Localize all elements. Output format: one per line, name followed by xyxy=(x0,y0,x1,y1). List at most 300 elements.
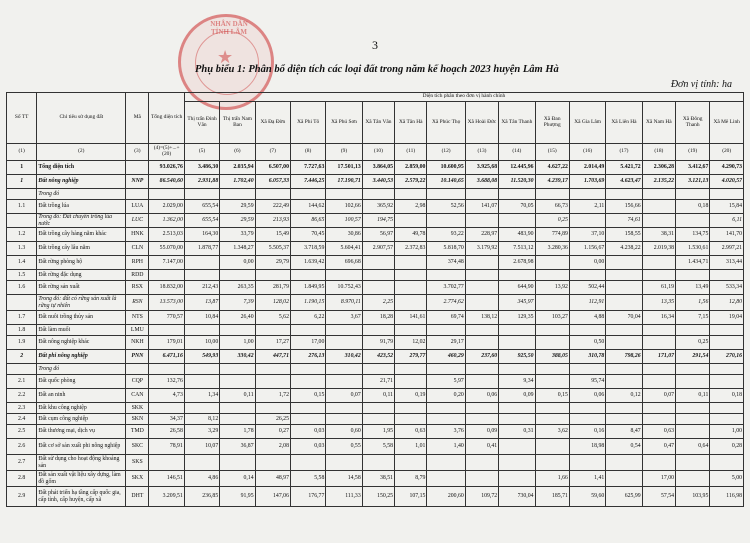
cell-value xyxy=(255,375,290,389)
cell-indicator: Đất rừng đặc dụng xyxy=(37,270,126,281)
cell-stt: 2.2 xyxy=(7,389,37,403)
cell-value xyxy=(535,455,569,471)
cell-value xyxy=(676,375,710,389)
cell-value xyxy=(606,281,642,295)
cell-value: 6.471,16 xyxy=(149,350,184,364)
cell-value xyxy=(395,295,427,311)
cell-value: 0,11 xyxy=(362,389,394,403)
cell-value: 146,51 xyxy=(149,471,184,487)
cell-value: 112,91 xyxy=(569,295,605,311)
header-unit: Xã Nam Hà xyxy=(642,102,675,144)
cell-value: 13,92 xyxy=(535,281,569,295)
cell-value: 52,56 xyxy=(427,200,465,214)
cell-stt: 2.6 xyxy=(7,439,37,455)
header-index: (19) xyxy=(676,144,710,161)
cell-value: 26,40 xyxy=(220,311,255,325)
cell-value: 2.774,62 xyxy=(427,295,465,311)
cell-value xyxy=(427,364,465,375)
cell-value: 655,54 xyxy=(184,214,219,228)
cell-value: 10,84 xyxy=(184,311,219,325)
cell-value xyxy=(535,375,569,389)
cell-value xyxy=(326,270,362,281)
header-unit: Thị trấn Đinh Văn xyxy=(184,102,219,144)
cell-value: 150,25 xyxy=(362,487,394,507)
table-row xyxy=(7,439,744,455)
cell-value xyxy=(290,270,325,281)
cell-value: 10.140,65 xyxy=(427,175,465,189)
cell-value: 533,34 xyxy=(710,281,744,295)
cell-value: 1.156,67 xyxy=(569,242,605,256)
cell-value: 798,26 xyxy=(606,350,642,364)
cell-value xyxy=(676,403,710,414)
cell-stt: 2.5 xyxy=(7,425,37,439)
cell-value: 236,85 xyxy=(184,487,219,507)
cell-value: 0,15 xyxy=(535,389,569,403)
table-row xyxy=(7,256,744,270)
cell-value: 38,51 xyxy=(362,471,394,487)
cell-code: CQP xyxy=(126,375,149,389)
cell-value: 8,47 xyxy=(606,425,642,439)
cell-value: 4.627,22 xyxy=(535,161,569,175)
cell-value xyxy=(642,270,675,281)
cell-value: 17,00 xyxy=(290,336,325,350)
cell-value: 279,77 xyxy=(395,350,427,364)
cell-value xyxy=(535,403,569,414)
table-row xyxy=(7,189,744,200)
cell-value: 228,97 xyxy=(465,228,498,242)
cell-value xyxy=(569,270,605,281)
cell-stt xyxy=(7,295,37,311)
cell-value: 55.070,00 xyxy=(149,242,184,256)
cell-value: 21,71 xyxy=(362,375,394,389)
cell-code: SKK xyxy=(126,403,149,414)
cell-value: 5.604,41 xyxy=(326,242,362,256)
cell-value xyxy=(499,364,535,375)
cell-value xyxy=(710,375,744,389)
cell-value: 213,93 xyxy=(255,214,290,228)
table-row xyxy=(7,350,744,364)
cell-indicator: Đất phát triển hạ tầng cấp quốc gia, cấp tỉnh, cấp huyện, cấp xã xyxy=(37,487,126,507)
cell-value: 212,43 xyxy=(184,281,219,295)
cell-value: 625,99 xyxy=(606,487,642,507)
cell-value: 5,58 xyxy=(290,471,325,487)
cell-value: 696,68 xyxy=(326,256,362,270)
cell-value: 222,49 xyxy=(255,200,290,214)
cell-value: 128,02 xyxy=(255,295,290,311)
header-total: Tổng diện tích xyxy=(149,93,184,144)
cell-value xyxy=(569,414,605,425)
cell-value: 164,30 xyxy=(184,228,219,242)
cell-value xyxy=(535,270,569,281)
cell-value xyxy=(395,414,427,425)
cell-value: 5.818,70 xyxy=(427,242,465,256)
cell-value: 34,37 xyxy=(149,414,184,425)
cell-value: 1,78 xyxy=(220,425,255,439)
cell-value xyxy=(395,325,427,336)
cell-value xyxy=(606,295,642,311)
cell-value: 2.372,83 xyxy=(395,242,427,256)
cell-value xyxy=(642,414,675,425)
cell-code: SKN xyxy=(126,414,149,425)
cell-value xyxy=(362,270,394,281)
cell-value: 0,12 xyxy=(606,389,642,403)
cell-value: 19,04 xyxy=(710,311,744,325)
cell-value: 17,00 xyxy=(642,471,675,487)
header-group: Diện tích phân theo đơn vị hành chính xyxy=(184,93,743,102)
cell-value: 3.925,68 xyxy=(465,161,498,175)
header-unit: Xã Đông Thanh xyxy=(676,102,710,144)
cell-value: 93,22 xyxy=(427,228,465,242)
table-row xyxy=(7,175,744,189)
cell-value xyxy=(535,336,569,350)
cell-value xyxy=(676,414,710,425)
cell-value: 9,34 xyxy=(499,375,535,389)
cell-value xyxy=(569,214,605,228)
cell-value: 345,97 xyxy=(499,295,535,311)
cell-value xyxy=(362,189,394,200)
cell-value xyxy=(427,270,465,281)
cell-value: 0,41 xyxy=(465,439,498,455)
cell-value xyxy=(642,364,675,375)
cell-value: 0,09 xyxy=(465,425,498,439)
cell-value: 774,89 xyxy=(535,228,569,242)
cell-value xyxy=(149,364,184,375)
cell-value: 49,78 xyxy=(395,228,427,242)
cell-value: 70,45 xyxy=(290,228,325,242)
cell-code xyxy=(126,189,149,200)
cell-code: RDD xyxy=(126,270,149,281)
cell-stt: 1.7 xyxy=(7,311,37,325)
cell-value: 310,42 xyxy=(326,350,362,364)
cell-value: 59,60 xyxy=(569,487,605,507)
cell-value xyxy=(427,214,465,228)
cell-value xyxy=(499,189,535,200)
cell-value xyxy=(326,455,362,471)
cell-value xyxy=(642,455,675,471)
cell-value xyxy=(710,270,744,281)
cell-indicator: Đất trồng cây lâu năm xyxy=(37,242,126,256)
cell-value xyxy=(710,455,744,471)
seal-text: NHÂN DÂN TỈNH LÂM xyxy=(210,20,248,36)
cell-value xyxy=(465,471,498,487)
cell-value xyxy=(606,375,642,389)
header-unit: Xã Tân Thanh xyxy=(499,102,535,144)
cell-value xyxy=(676,425,710,439)
cell-value xyxy=(362,364,394,375)
cell-value: 276,13 xyxy=(290,350,325,364)
cell-value xyxy=(535,414,569,425)
cell-value: 3.486,30 xyxy=(184,161,219,175)
cell-value: 17.501,13 xyxy=(326,161,362,175)
cell-stt xyxy=(7,214,37,228)
table-row xyxy=(7,455,744,471)
cell-value: 0,64 xyxy=(676,439,710,455)
cell-value xyxy=(569,189,605,200)
cell-value xyxy=(499,455,535,471)
cell-value: 1,01 xyxy=(395,439,427,455)
cell-stt: 1.8 xyxy=(7,325,37,336)
cell-value: 0,25 xyxy=(676,336,710,350)
cell-value xyxy=(362,256,394,270)
cell-value xyxy=(184,403,219,414)
cell-value xyxy=(290,414,325,425)
cell-code xyxy=(126,161,149,175)
cell-value: 17.190,71 xyxy=(326,175,362,189)
cell-value xyxy=(326,189,362,200)
cell-value xyxy=(569,325,605,336)
cell-value xyxy=(676,455,710,471)
cell-value xyxy=(395,455,427,471)
cell-value: 57,54 xyxy=(642,487,675,507)
cell-value: 8,12 xyxy=(184,414,219,425)
cell-value xyxy=(290,325,325,336)
cell-value xyxy=(362,403,394,414)
cell-value: 0,18 xyxy=(676,200,710,214)
cell-value: 56,97 xyxy=(362,228,394,242)
cell-value: 132,76 xyxy=(149,375,184,389)
cell-value xyxy=(395,256,427,270)
table-row xyxy=(7,200,744,214)
table-row xyxy=(7,311,744,325)
cell-value xyxy=(465,295,498,311)
cell-value xyxy=(465,189,498,200)
cell-value: 2.513,03 xyxy=(149,228,184,242)
cell-value: 4,88 xyxy=(569,311,605,325)
cell-value: 66,73 xyxy=(535,200,569,214)
cell-value: 2,25 xyxy=(362,295,394,311)
cell-value xyxy=(427,455,465,471)
cell-stt: 1.5 xyxy=(7,270,37,281)
table-row xyxy=(7,281,744,295)
cell-value xyxy=(569,455,605,471)
cell-value: 10.752,43 xyxy=(326,281,362,295)
cell-indicator: Đất nông nghiệp xyxy=(37,175,126,189)
cell-value xyxy=(710,414,744,425)
cell-value: 13,35 xyxy=(642,295,675,311)
cell-value xyxy=(642,325,675,336)
cell-value: 107,15 xyxy=(395,487,427,507)
cell-value xyxy=(362,455,394,471)
table-row xyxy=(7,487,744,507)
cell-value: 5,00 xyxy=(710,471,744,487)
cell-value xyxy=(535,325,569,336)
table-row xyxy=(7,228,744,242)
cell-value: 0,16 xyxy=(569,425,605,439)
cell-value: 26,25 xyxy=(255,414,290,425)
cell-value: 1.362,00 xyxy=(149,214,184,228)
cell-value: 10,07 xyxy=(184,439,219,455)
header-unit: Xã Tân Văn xyxy=(362,102,394,144)
cell-value: 2.014,49 xyxy=(569,161,605,175)
cell-value xyxy=(326,336,362,350)
cell-value xyxy=(362,325,394,336)
table-row xyxy=(7,471,744,487)
cell-value: 365,92 xyxy=(362,200,394,214)
cell-value xyxy=(326,403,362,414)
header-index: (3) xyxy=(126,144,149,161)
cell-value xyxy=(184,375,219,389)
cell-value: 7.727,63 xyxy=(290,161,325,175)
land-allocation-table xyxy=(6,92,744,507)
cell-value xyxy=(465,325,498,336)
cell-value xyxy=(499,336,535,350)
cell-value: 4.020,57 xyxy=(710,175,744,189)
cell-value: 1.348,27 xyxy=(220,242,255,256)
cell-value xyxy=(465,336,498,350)
header-unit: Xã Hoài Đức xyxy=(465,102,498,144)
cell-value: 37,10 xyxy=(569,228,605,242)
cell-value: 18,98 xyxy=(569,439,605,455)
cell-indicator: Đất trồng cây hàng năm khác xyxy=(37,228,126,242)
cell-value xyxy=(395,403,427,414)
cell-value xyxy=(642,200,675,214)
cell-value xyxy=(184,325,219,336)
cell-value: 93.026,76 xyxy=(149,161,184,175)
cell-value xyxy=(710,403,744,414)
cell-value: 1,34 xyxy=(184,389,219,403)
cell-value: 1.434,71 xyxy=(676,256,710,270)
cell-value: 310,78 xyxy=(569,350,605,364)
cell-value: 2.035,94 xyxy=(220,161,255,175)
cell-code: RPH xyxy=(126,256,149,270)
cell-indicator: Đất rừng sản xuất xyxy=(37,281,126,295)
cell-value xyxy=(326,325,362,336)
cell-value: 3.179,92 xyxy=(465,242,498,256)
header-index: (6) xyxy=(220,144,255,161)
header-index: (17) xyxy=(606,144,642,161)
cell-value: 0,07 xyxy=(642,389,675,403)
cell-value: 313,44 xyxy=(710,256,744,270)
cell-value xyxy=(642,336,675,350)
cell-value: 103,27 xyxy=(535,311,569,325)
cell-code: SKC xyxy=(126,439,149,455)
header-index: (18) xyxy=(642,144,675,161)
header-index: (4)=(5)+...+(20) xyxy=(149,144,184,161)
table-row xyxy=(7,414,744,425)
cell-value: 17,27 xyxy=(255,336,290,350)
cell-value: 141,07 xyxy=(465,200,498,214)
header-index: (14) xyxy=(499,144,535,161)
cell-value xyxy=(606,325,642,336)
cell-value: 10.600,95 xyxy=(427,161,465,175)
cell-value: 0,60 xyxy=(326,425,362,439)
header-index: (9) xyxy=(326,144,362,161)
cell-value xyxy=(220,403,255,414)
cell-value: 129,35 xyxy=(499,311,535,325)
cell-value xyxy=(149,189,184,200)
cell-value xyxy=(427,325,465,336)
cell-value: 1,72 xyxy=(255,389,290,403)
cell-value: 200,60 xyxy=(427,487,465,507)
cell-value xyxy=(499,414,535,425)
cell-value: 1,00 xyxy=(710,425,744,439)
cell-value xyxy=(710,364,744,375)
cell-indicator: Trong đó xyxy=(37,364,126,375)
cell-value: 483,90 xyxy=(499,228,535,242)
cell-stt: 1.6 xyxy=(7,281,37,295)
cell-value: 179,01 xyxy=(149,336,184,350)
cell-value: 1.639,42 xyxy=(290,256,325,270)
cell-stt: 2.7 xyxy=(7,455,37,471)
cell-value xyxy=(465,281,498,295)
cell-value: 0,07 xyxy=(326,389,362,403)
cell-value: 0,00 xyxy=(569,256,605,270)
cell-code: LUC xyxy=(126,214,149,228)
cell-code: HNK xyxy=(126,228,149,242)
cell-value: 644,90 xyxy=(499,281,535,295)
cell-stt xyxy=(7,364,37,375)
cell-value xyxy=(255,364,290,375)
cell-value: 0,03 xyxy=(290,425,325,439)
header-index: (20) xyxy=(710,144,744,161)
cell-value: 0,63 xyxy=(642,425,675,439)
header-unit: Thị trấn Nam Ban xyxy=(220,102,255,144)
cell-value: 95,74 xyxy=(569,375,605,389)
cell-value: 171,07 xyxy=(642,350,675,364)
cell-stt: 1 xyxy=(7,175,37,189)
cell-value xyxy=(255,325,290,336)
cell-indicator: Đất nuôi trồng thủy sản xyxy=(37,311,126,325)
header-index: (8) xyxy=(290,144,325,161)
cell-indicator: Đất thương mại, dịch vụ xyxy=(37,425,126,439)
table-row xyxy=(7,375,744,389)
cell-value xyxy=(676,270,710,281)
cell-value xyxy=(184,364,219,375)
cell-value xyxy=(427,471,465,487)
cell-value xyxy=(676,364,710,375)
header-index-row xyxy=(7,144,744,161)
cell-value xyxy=(255,189,290,200)
cell-value: 330,42 xyxy=(220,350,255,364)
cell-value: 925,50 xyxy=(499,350,535,364)
cell-value xyxy=(395,375,427,389)
cell-value: 86.540,60 xyxy=(149,175,184,189)
cell-value xyxy=(149,270,184,281)
cell-value xyxy=(255,270,290,281)
cell-value xyxy=(606,270,642,281)
cell-value xyxy=(149,455,184,471)
cell-value: 2.931,88 xyxy=(184,175,219,189)
cell-value xyxy=(465,403,498,414)
cell-value: 109,72 xyxy=(465,487,498,507)
cell-value xyxy=(326,364,362,375)
cell-stt: 1.1 xyxy=(7,200,37,214)
cell-value: 176,77 xyxy=(290,487,325,507)
cell-indicator: Tổng diện tích xyxy=(37,161,126,175)
cell-value: 7,39 xyxy=(220,295,255,311)
cell-value xyxy=(676,471,710,487)
cell-value: 770,57 xyxy=(149,311,184,325)
cell-value xyxy=(326,375,362,389)
cell-code: NKH xyxy=(126,336,149,350)
cell-value: 2.135,22 xyxy=(642,175,675,189)
header-index: (1) xyxy=(7,144,37,161)
cell-value: 4,73 xyxy=(149,389,184,403)
cell-value: 11.520,30 xyxy=(499,175,535,189)
cell-value: 4.238,22 xyxy=(606,242,642,256)
header-unit: Xã Phúc Thọ xyxy=(427,102,465,144)
cell-value: 1.190,15 xyxy=(290,295,325,311)
cell-value xyxy=(465,364,498,375)
cell-value: 374,48 xyxy=(427,256,465,270)
cell-stt: 1 xyxy=(7,161,37,175)
cell-value: 111,33 xyxy=(326,487,362,507)
cell-stt: 2 xyxy=(7,350,37,364)
cell-indicator: Đất làm muối xyxy=(37,325,126,336)
cell-value: 2.306,28 xyxy=(642,161,675,175)
cell-stt: 1.3 xyxy=(7,242,37,256)
cell-value: 29,17 xyxy=(427,336,465,350)
